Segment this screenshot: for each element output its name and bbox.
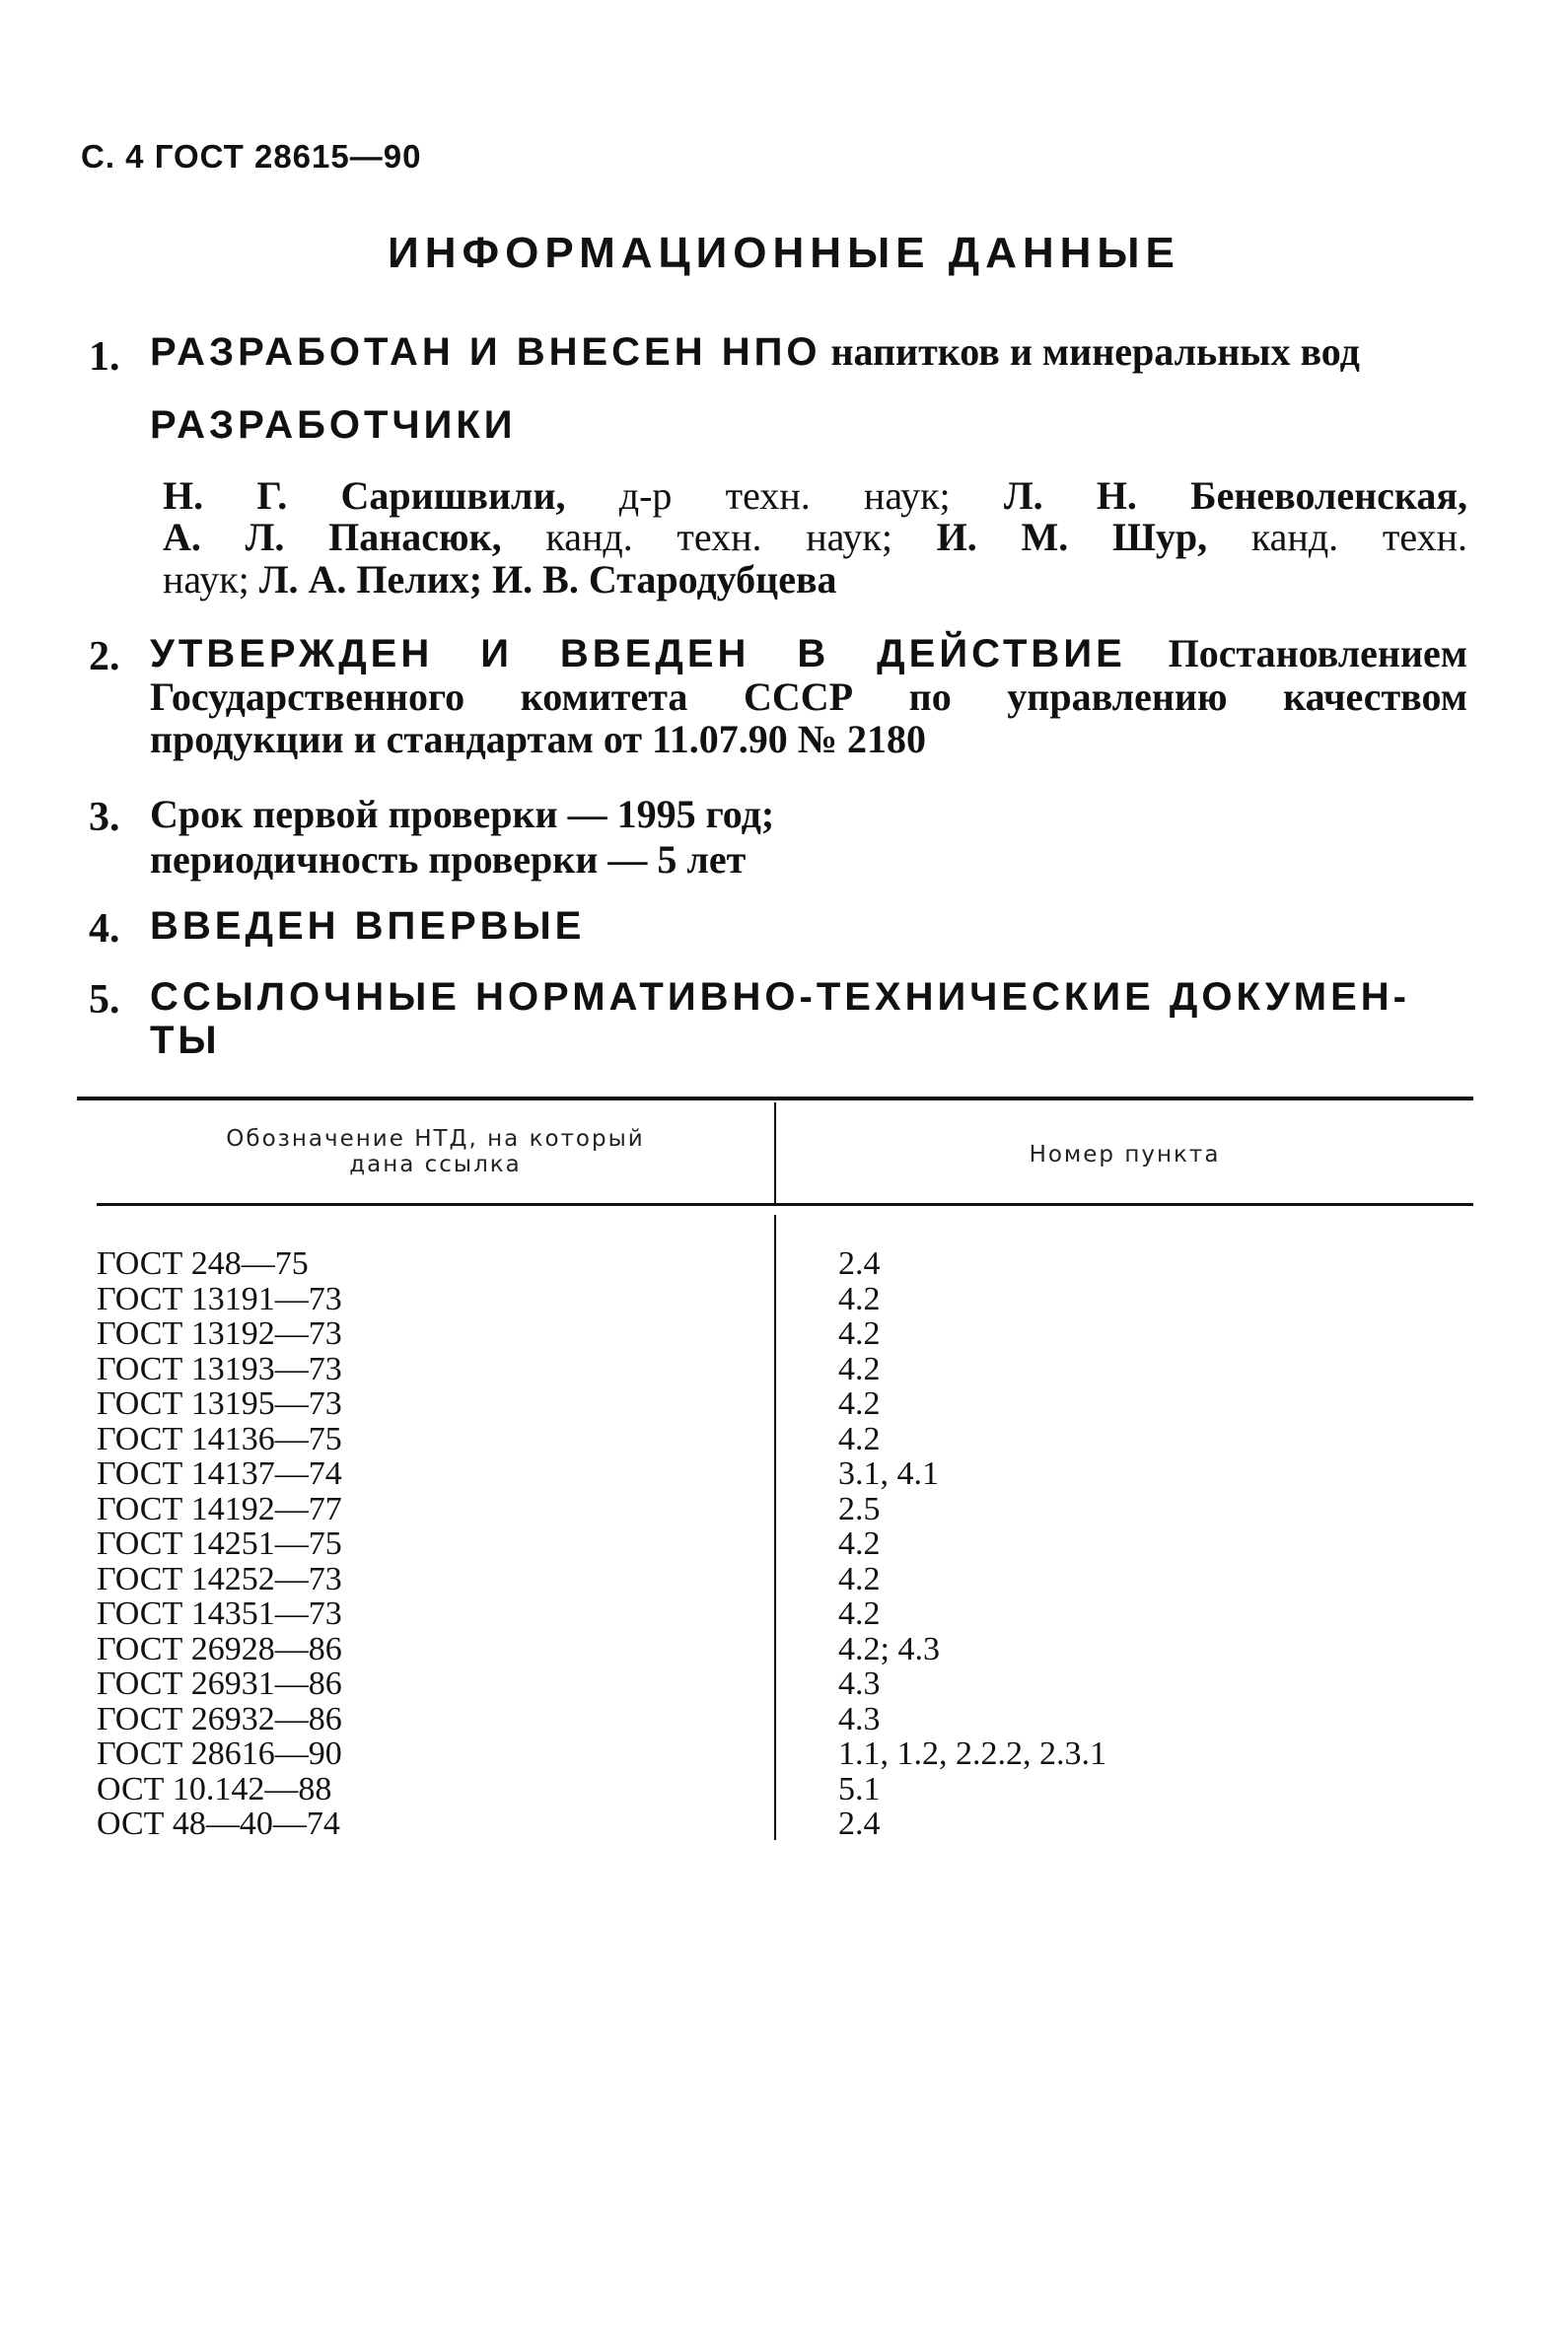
item-4-number: 4.: [89, 906, 120, 952]
item-2-line-2: Государственного комитета СССР по управлению качеством: [150, 674, 1467, 719]
clause-number: 4.2: [838, 1385, 881, 1422]
developer-2: Л. Н. Беневоленская,: [1003, 473, 1468, 518]
developers-line-3: [163, 559, 1467, 601]
clause-number: 4.2: [838, 1420, 881, 1457]
item-1-number: 1.: [89, 334, 120, 380]
developers-line-2: [163, 517, 1467, 558]
item-2-line-3: продукции и стандартам от 11.07.90 № 2180: [150, 717, 926, 761]
table-row: [97, 1807, 1477, 1842]
ntd-designation: ГОСТ 14252—73: [97, 1560, 342, 1597]
table-row: [97, 1772, 1477, 1807]
item-3-line-2: периодичность проверки — 5 лет: [150, 837, 747, 882]
table-row: [97, 1632, 1477, 1667]
clause-number: 4.2: [838, 1315, 881, 1352]
ntd-designation: ОСТ 48—40—74: [97, 1806, 340, 1842]
table-row: [97, 1386, 1477, 1422]
table-row: [97, 1562, 1477, 1597]
table-row: [97, 1352, 1477, 1387]
table-row: [97, 1456, 1477, 1492]
clause-number: 3.1, 4.1: [838, 1455, 939, 1492]
ntd-designation: ГОСТ 26928—86: [97, 1630, 342, 1667]
page-title: ИНФОРМАЦИОННЫЕ ДАННЫЕ: [388, 229, 1180, 277]
developers-line-1: [163, 475, 1467, 517]
ntd-designation: ГОСТ 28616—90: [97, 1736, 342, 1772]
table-row: [97, 1666, 1477, 1702]
item-2-number: 2.: [89, 634, 120, 679]
developer-3: А. Л. Панасюк,: [163, 515, 502, 559]
table-row: [97, 1246, 1477, 1282]
ntd-designation: ГОСТ 13192—73: [97, 1315, 342, 1352]
item-2-caps: УТВЕРЖДЕН И ВВЕДЕН В ДЕЙСТВИЕ: [150, 632, 1126, 675]
table-header-col2: Номер пункта: [1029, 1142, 1221, 1168]
table-header-col1: [97, 1126, 774, 1177]
ntd-designation: ГОСТ 13193—73: [97, 1350, 342, 1387]
clause-number: 2.4: [838, 1245, 881, 1282]
clause-number: 4.2: [838, 1595, 881, 1632]
ntd-designation: ГОСТ 14351—73: [97, 1595, 342, 1632]
clause-number: 4.2: [838, 1350, 881, 1387]
ntd-designation: ГОСТ 14192—77: [97, 1490, 342, 1527]
col1-header-line-1: Обозначение НТД, на который: [226, 1126, 645, 1152]
ntd-designation: ОСТ 10.142—88: [97, 1770, 332, 1807]
ntd-designation: ГОСТ 14136—75: [97, 1420, 342, 1457]
developers-heading: РАЗРАБОТЧИКИ: [150, 403, 517, 447]
developer-4-degree: канд. техн.: [1250, 515, 1468, 559]
clause-number: 4.3: [838, 1700, 881, 1737]
clause-number: 4.2; 4.3: [838, 1630, 940, 1667]
ntd-designation: ГОСТ 13191—73: [97, 1280, 342, 1317]
ntd-designation: ГОСТ 14137—74: [97, 1455, 342, 1492]
developer-1: Н. Г. Саришвили,: [163, 473, 566, 518]
item-5-number: 5.: [89, 977, 120, 1023]
clause-number: 4.2: [838, 1560, 881, 1597]
table-row: [97, 1702, 1477, 1737]
table-row: [97, 1492, 1477, 1527]
developer-4: И. М. Шур,: [936, 515, 1208, 559]
developer-3-degree: канд. техн. наук;: [545, 515, 892, 559]
table-header-rule: [97, 1203, 1473, 1206]
table-row: [97, 1422, 1477, 1457]
item-5-caps-1: ССЫЛОЧНЫЕ НОРМАТИВНО-ТЕХНИЧЕСКИЕ ДОКУМЕН-: [150, 975, 1410, 1019]
item-2-line-1: [150, 633, 1467, 674]
item-5-caps-2: ТЫ: [150, 1019, 221, 1062]
developers-5-6: Л. А. Пелих; И. В. Стародубцева: [258, 557, 837, 602]
clause-number: 2.4: [838, 1806, 881, 1842]
ntd-designation: ГОСТ 14251—75: [97, 1525, 342, 1562]
item-1-line: [150, 331, 1467, 373]
ntd-designation: ГОСТ 248—75: [97, 1245, 309, 1282]
table-top-rule: [77, 1097, 1473, 1100]
developer-1-degree: д-р техн. наук;: [618, 473, 951, 518]
clause-number: 5.1: [838, 1770, 881, 1807]
item-4-caps: ВВЕДЕН ВПЕРВЫЕ: [150, 904, 586, 948]
table-row: [97, 1736, 1477, 1772]
clause-number: 4.3: [838, 1665, 881, 1702]
item-1-rest: напитков и минеральных вод: [830, 329, 1360, 374]
ntd-designation: ГОСТ 26932—86: [97, 1700, 342, 1737]
clause-number: 2.5: [838, 1490, 881, 1527]
table-row: [97, 1526, 1477, 1562]
table-row: [97, 1596, 1477, 1632]
clause-number: 1.1, 1.2, 2.2.2, 2.3.1: [838, 1736, 1106, 1772]
ntd-designation: ГОСТ 26931—86: [97, 1665, 342, 1702]
item-3-number: 3.: [89, 795, 120, 840]
table-row: [97, 1316, 1477, 1352]
clause-number: 4.2: [838, 1525, 881, 1562]
col1-header-line-2: дана ссылка: [349, 1152, 522, 1177]
table-row: [97, 1282, 1477, 1317]
item-3-line-1: Срок первой проверки — 1995 год;: [150, 792, 775, 836]
clause-number: 4.2: [838, 1280, 881, 1317]
ntd-designation: ГОСТ 13195—73: [97, 1385, 342, 1422]
item-2-rest: Постановлением: [1168, 631, 1468, 675]
item-1-caps: РАЗРАБОТАН И ВНЕСЕН НПО: [150, 330, 821, 374]
page-header: С. 4 ГОСТ 28615—90: [81, 138, 422, 175]
table-body: [97, 1246, 1477, 1842]
developer-4-degree-end: наук;: [163, 557, 249, 602]
